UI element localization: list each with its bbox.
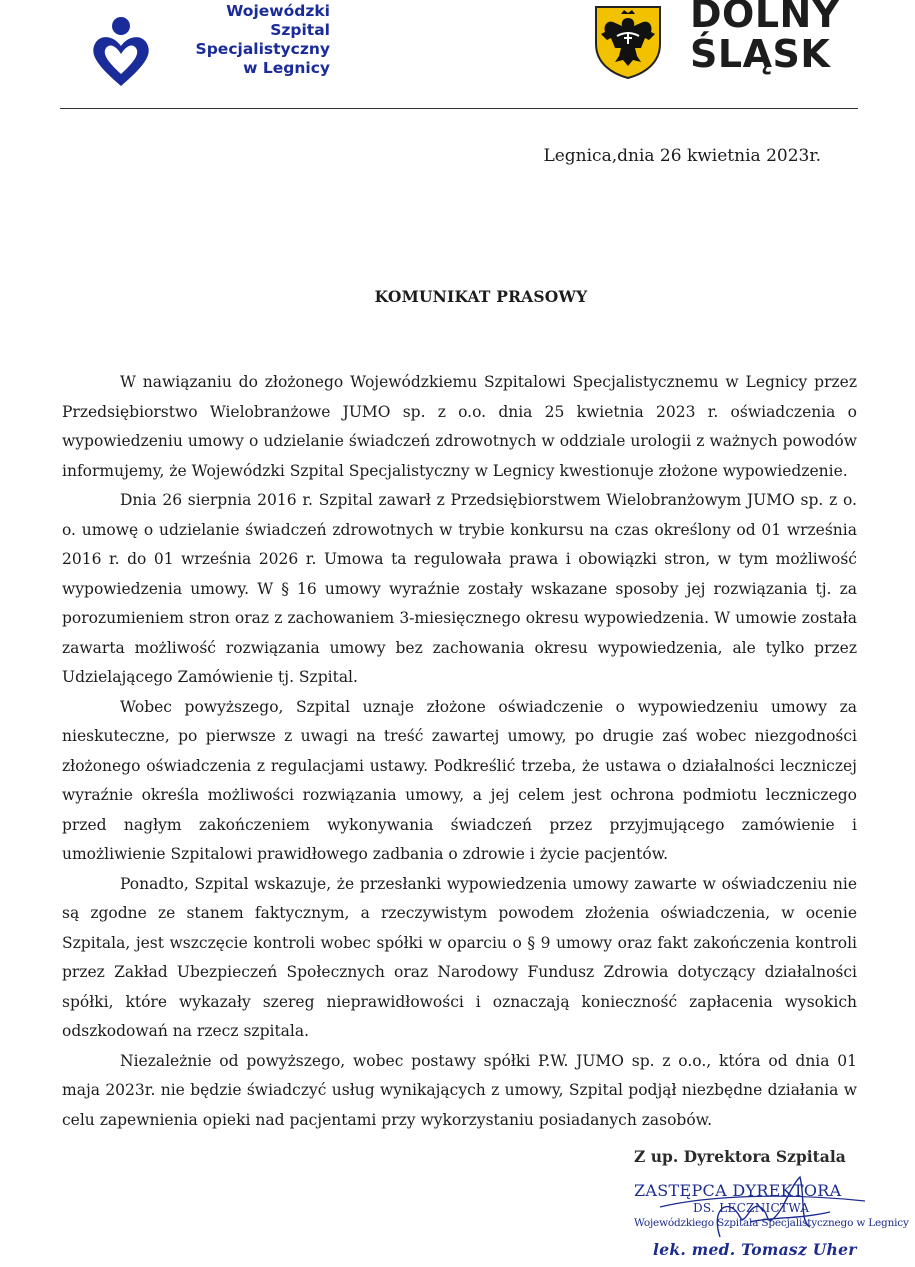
- body-paragraph: Dnia 26 sierpnia 2016 r. Szpital zawarł z Przedsiębiorstwem Wielobranżowym JUMO sp. z o. o. umowę o udzielanie świadczeń zdrowotnych w trybie konkursu na czas określony od 01 września 2016 r. do 01 września 2026 r. Umowa ta regulowała prawa i obowiązki stron, w tym możliwość wypowiedzenia umowy. W § 16 umowy wyraźnie zostały wskazane sposoby jej rozwiązania tj. za porozumieniem stron oraz z zachowaniem 3-miesięcznego okresu wypowiedzenia. W umowie została zawarta możliwość rozwiązania umowy bez zachowania okresu wypowiedzenia, ale tylko przez Udzielającego Zamówienie tj. Szpital.: [62, 491, 857, 686]
- stamp-position-text: ZASTĘPCA DYREKTORA: [634, 1181, 842, 1200]
- body-paragraph: W nawiązaniu do złożonego Wojewódzkiemu Szpitalowi Specjalistycznemu w Legnicy przez Przedsiębiorstwo Wielobranżowe JUMO sp. z o.o. dnia 25 kwietnia 2023 r. oświadczenia o wypowiedzeniu umowy o udzielanie świadczeń zdrowotnych w oddziale urologii z ważnych powodów informujemy, że Wojewódzki Szpital Specjalistyczny w Legnicy kwestionuje złożone wypowiedzenie.: [62, 373, 857, 480]
- document-body: [62, 368, 857, 1135]
- region-name-line: DOLNY: [690, 0, 840, 36]
- body-paragraph: Ponadto, Szpital wskazuje, że przesłanki wypowiedzenia umowy zawarte w oświadczeniu nie są zgodne ze stanem faktycznym, a rzeczywistym powodem złożenia oświadczenia, w ocenie Szpitala, jest wszczęcie kontroli wobec spółki w oparciu o § 9 umowy oraz fakt zakończenia kontroli przez Zakład Ubezpieczeń Społecznych oraz Narodowy Fundusz Zdrowia dotyczący działalności spółki, które wykazały szereg nieprawidłowości i oznaczają konieczność zapłacenia wysokich odszkodowań na rzecz szpitala.: [62, 874, 857, 1040]
- stamp-department-text: DS. LECZNICTWA: [693, 1201, 810, 1215]
- document-date: Legnica,dnia 26 kwietnia 2023r.: [543, 146, 821, 166]
- signature-block: [610, 1147, 909, 1267]
- header-divider: [60, 108, 858, 109]
- signatory-name: lek. med. Tomasz Uher: [653, 1240, 857, 1259]
- handwritten-signature: [650, 1167, 870, 1247]
- hospital-name-line: Wojewódzki: [226, 2, 330, 20]
- region-name: [690, 0, 840, 74]
- document-title: KOMUNIKAT PRASOWY: [374, 287, 588, 306]
- hospital-name-line: Specjalistyczny: [195, 40, 330, 58]
- hospital-name: [160, 2, 330, 78]
- body-paragraph: Wobec powyższego, Szpital uznaje złożone oświadczenie o wypowiedzeniu umowy za nieskuteczne, po pierwsze z uwagi na treść zawartej umowy, po drugie zaś wobec niezgodności złożonego oświadczenia z regulacjami ustawy. Podkreślić trzeba, że ustawa o działalności leczniczej wyraźnie określa możliwości rozwiązania umowy, a jej celem jest ochrona podmiotu leczniczego przed nagłym zakończeniem wykonywania świadczeń przez przyjmującego zamówienie i umożliwienie Szpitalowi prawidłowego zadbania o zdrowie i życie pacjentów.: [62, 697, 857, 863]
- heart-figure-logo-icon: [88, 16, 154, 92]
- on-behalf-text: Z up. Dyrektora Szpitala: [634, 1147, 846, 1166]
- body-paragraph: Niezależnie od powyższego, wobec postawy spółki P.W. JUMO sp. z o.o., która od dnia 01 maja 2023r. nie będzie świadczyć usług wynikających z umowy, Szpital podjął niezbędne działania w celu zapewnienia opieki nad pacjentami przy wykorzystaniu posiadanych zasobów.: [62, 1051, 857, 1129]
- silesian-eagle-crest-icon: [593, 4, 663, 80]
- region-name-line: ŚLĄSK: [690, 32, 831, 76]
- stamp-institution-text: Wojewódzkiego Szpitala Specjalistycznego w Legnicy: [634, 1217, 909, 1229]
- hospital-name-line: Szpital: [270, 21, 330, 39]
- hospital-name-line: w Legnicy: [243, 59, 330, 77]
